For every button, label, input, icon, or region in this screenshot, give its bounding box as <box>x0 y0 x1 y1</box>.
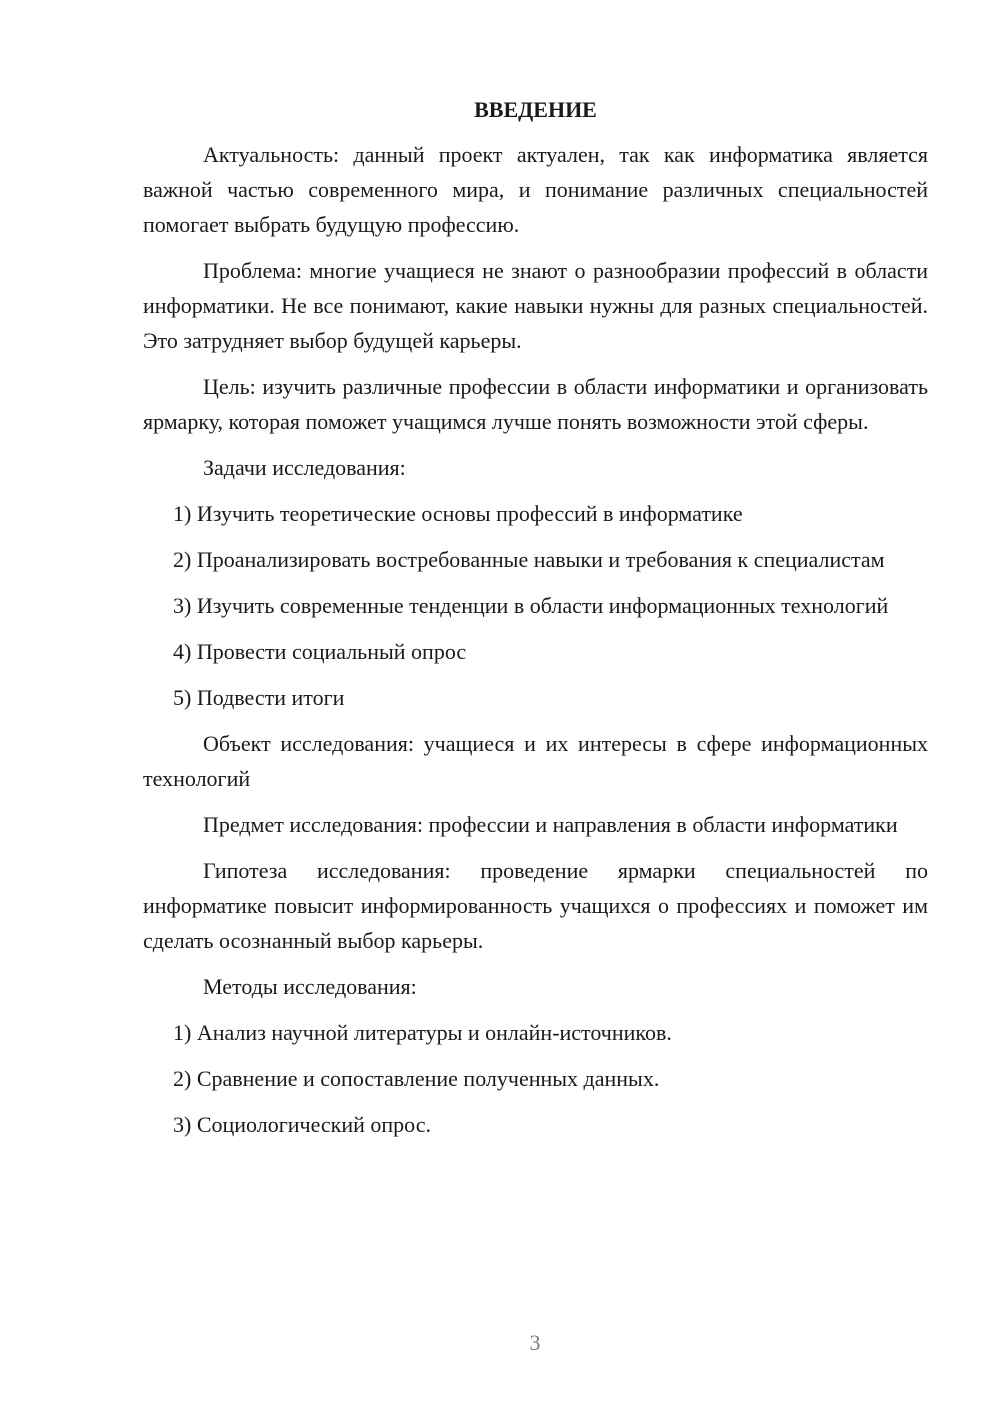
relevance-paragraph: Актуальность: данный проект актуален, так как информатика является важной частью современного мира, и понимание различных специальностей помогает выбрать будущую профессию. <box>143 142 928 237</box>
problem-paragraph: Проблема: многие учащиеся не знают о разнообразии профессий в области информатики. Не все понимают, какие навыки нужны для разных специальностей. Это затрудняет выбор будущей карьеры. <box>143 258 928 353</box>
task-item: 3) Изучить современные тенденции в области информационных технологий <box>173 593 889 618</box>
hypothesis-paragraph: Гипотеза исследования: проведение ярмарки специальностей по информатике повысит информированность учащихся о профессиях и поможет им сделать осознанный выбор карьеры. <box>143 858 928 953</box>
research-subject-paragraph: Предмет исследования: профессии и направления в области информатики <box>203 812 898 837</box>
task-item: 1) Изучить теоретические основы профессий в информатике <box>173 501 743 526</box>
document-page <box>143 92 928 1153</box>
research-object-paragraph: Объект исследования: учащиеся и их интересы в сфере информационных технологий <box>143 731 928 791</box>
method-item: 2) Сравнение и сопоставление полученных данных. <box>173 1066 660 1091</box>
task-item: 2) Проанализировать востребованные навыки и требования к специалистам <box>173 547 885 572</box>
method-item: 3) Социологический опрос. <box>173 1112 431 1137</box>
page-number: 3 <box>529 1330 541 1355</box>
method-item: 1) Анализ научной литературы и онлайн-источников. <box>173 1020 672 1045</box>
goal-paragraph: Цель: изучить различные профессии в области информатики и организовать ярмарку, которая поможет учащимся лучше понять возможности этой сферы. <box>143 374 928 434</box>
task-item: 5) Подвести итоги <box>173 685 345 710</box>
methods-heading: Методы исследования: <box>203 974 417 999</box>
tasks-heading: Задачи исследования: <box>203 455 406 480</box>
task-item: 4) Провести социальный опрос <box>173 639 467 664</box>
section-title: ВВЕДЕНИЕ <box>474 97 597 122</box>
